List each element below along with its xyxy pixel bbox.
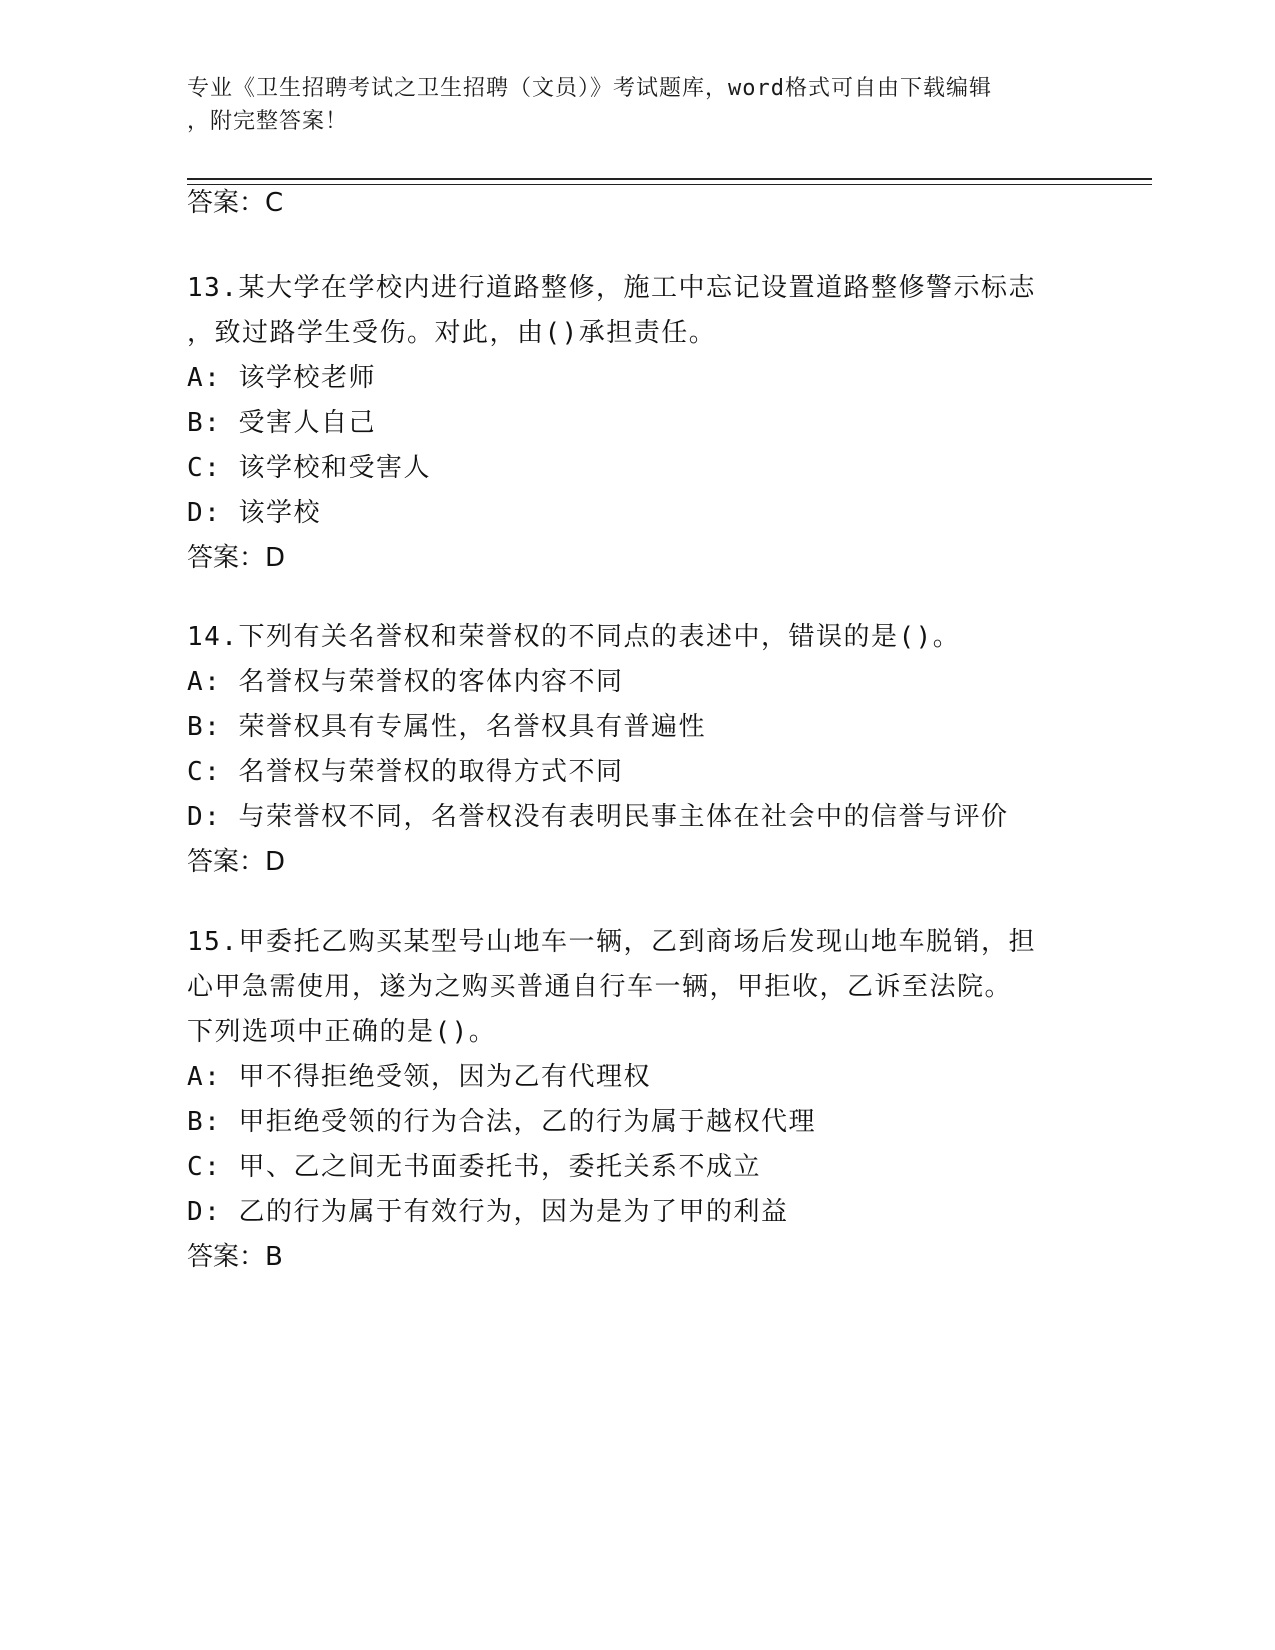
- option-d: D: 该学校: [187, 498, 321, 528]
- header-line-1: 专业《卫生招聘考试之卫生招聘（文员）》考试题库，word格式可自由下载编辑: [187, 76, 992, 101]
- question-stem: [187, 920, 1087, 1055]
- question-13: [187, 266, 1087, 581]
- question-answer: 答案：D: [187, 543, 286, 573]
- question-stem-line: 心甲急需使用，遂为之购买普通自行车一辆，甲拒收，乙诉至法院。: [187, 972, 1013, 1002]
- option-a: A: 名誉权与荣誉权的客体内容不同: [187, 667, 624, 697]
- question-stem-line: ，致过路学生受伤。对此，由()承担责任。: [187, 318, 717, 348]
- question-stem: [187, 615, 1087, 660]
- question-15: [187, 920, 1087, 1280]
- question-stem: [187, 266, 1087, 356]
- option-c: C: 甲、乙之间无书面委托书，委托关系不成立: [187, 1152, 761, 1182]
- option-d: D: 乙的行为属于有效行为，因为是为了甲的利益: [187, 1197, 789, 1227]
- question-stem-line: 下列选项中正确的是()。: [187, 1017, 497, 1047]
- header-line-2: ，附完整答案！: [187, 109, 349, 134]
- question-14: [187, 615, 1087, 885]
- header-divider-thick: [187, 178, 1152, 180]
- document-header: [187, 72, 1087, 138]
- option-d: D: 与荣誉权不同，名誉权没有表明民事主体在社会中的信誉与评价: [187, 802, 1009, 832]
- option-c: C: 该学校和受害人: [187, 453, 431, 483]
- header-divider-thin: [187, 184, 1152, 185]
- option-a: A: 甲不得拒绝受领，因为乙有代理权: [187, 1062, 651, 1092]
- question-stem-line: 14.下列有关名誉权和荣誉权的不同点的表述中，错误的是()。: [187, 622, 961, 652]
- option-b: B: 受害人自己: [187, 408, 376, 438]
- option-b: B: 荣誉权具有专属性，名誉权具有普遍性: [187, 712, 706, 742]
- question-stem-line: 15.甲委托乙购买某型号山地车一辆，乙到商场后发现山地车脱销，担: [187, 927, 1036, 957]
- question-answer: 答案：B: [187, 1242, 283, 1272]
- option-b: B: 甲拒绝受领的行为合法，乙的行为属于越权代理: [187, 1107, 816, 1137]
- previous-question-answer: 答案：C: [187, 188, 284, 218]
- option-a: A: 该学校老师: [187, 363, 376, 393]
- question-stem-line: 13.某大学在学校内进行道路整修，施工中忘记设置道路整修警示标志: [187, 273, 1036, 303]
- option-c: C: 名誉权与荣誉权的取得方式不同: [187, 757, 624, 787]
- question-answer: 答案：D: [187, 847, 286, 877]
